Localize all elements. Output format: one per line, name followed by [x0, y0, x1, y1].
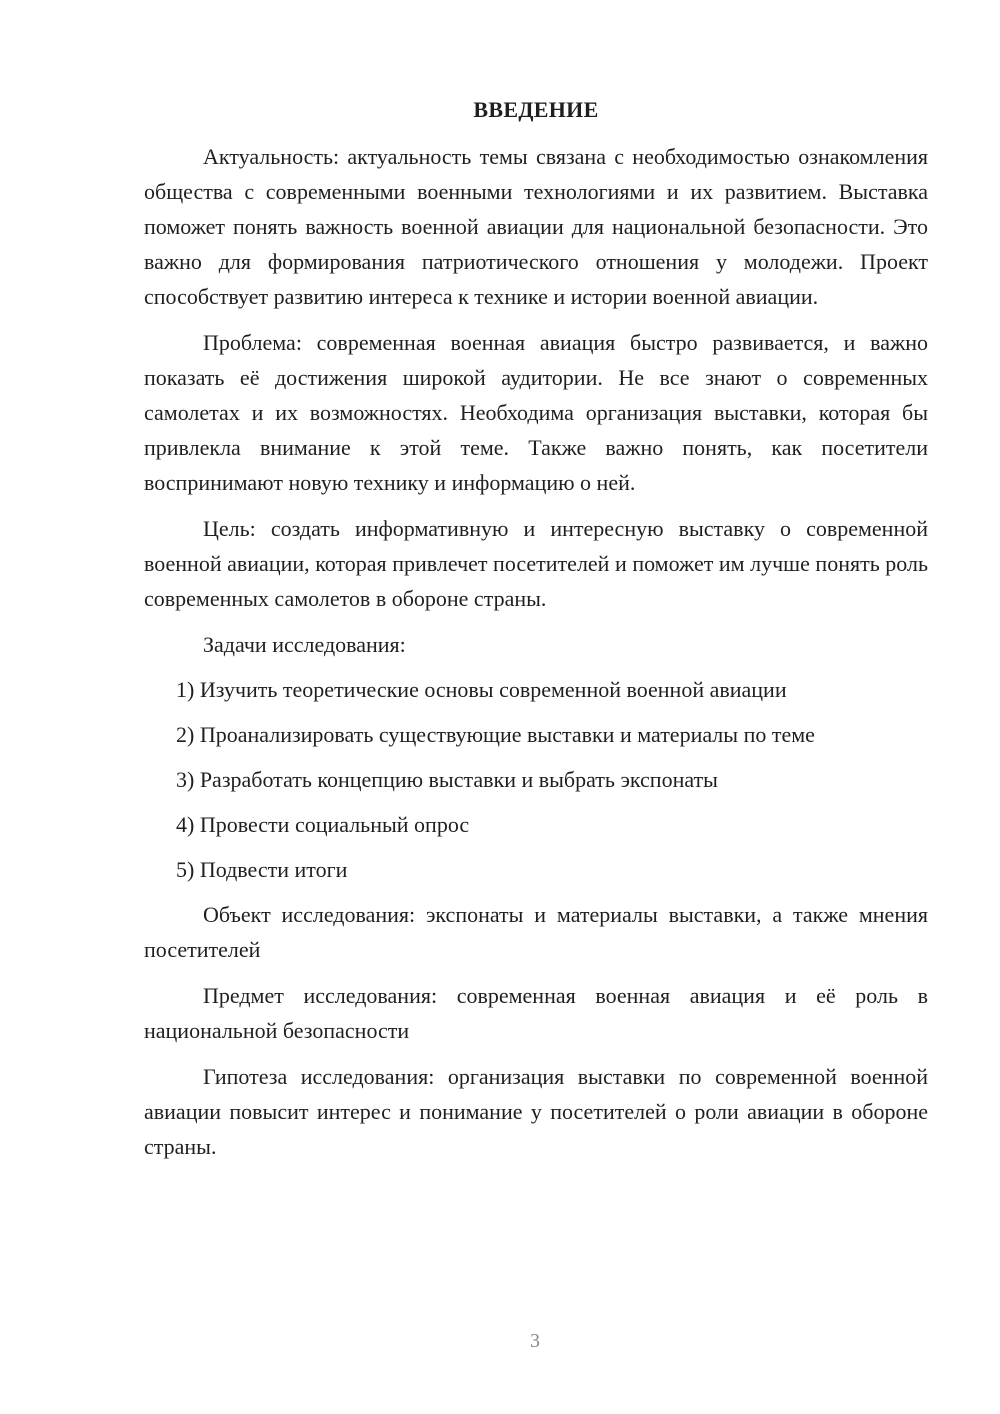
tasks-heading: Задачи исследования:: [203, 632, 406, 657]
paragraph-subject: Предмет исследования: современная военная авиация и её роль в национальной безопасности: [144, 983, 928, 1043]
paragraph-object: Объект исследования: экспонаты и материалы выставки, а также мнения посетителей: [144, 902, 928, 962]
list-item: 5) Подвести итоги: [176, 857, 348, 882]
document-page: [144, 92, 928, 1175]
tasks-list: [144, 672, 928, 887]
list-item: 3) Разработать концепцию выставки и выбрать экспонаты: [176, 767, 718, 792]
paragraph-relevance: Актуальность: актуальность темы связана с необходимостью ознакомления общества с современными военными технологиями и их развитием. Выставка поможет понять важность военной авиации для национальной безопасности. Это важно для формирования патриотического отношения у молодежи. Проект способствует развитию интереса к технике и истории военной авиации.: [144, 144, 928, 309]
paragraph-hypothesis: Гипотеза исследования: организация выставки по современной военной авиации повысит интерес и понимание у посетителей о роли авиации в обороне страны.: [144, 1064, 928, 1159]
paragraph-goal: Цель: создать информативную и интересную выставку о современной военной авиации, которая привлечет посетителей и поможет им лучше понять роль современных самолетов в обороне страны.: [144, 516, 928, 611]
list-item: 4) Провести социальный опрос: [176, 812, 470, 837]
list-item: 1) Изучить теоретические основы современной военной авиации: [176, 677, 787, 702]
paragraph-problem: Проблема: современная военная авиация быстро развивается, и важно показать её достижения широкой аудитории. Не все знают о современных самолетах и их возможностях. Необходима организация выставки, которая бы привлекла внимание к этой теме. Также важно понять, как посетители воспринимают новую технику и информацию о ней.: [144, 330, 928, 495]
page-title: ВВЕДЕНИЕ: [473, 97, 599, 122]
list-item: 2) Проанализировать существующие выставки и материалы по теме: [176, 722, 815, 747]
page-number: 3: [530, 1330, 540, 1352]
